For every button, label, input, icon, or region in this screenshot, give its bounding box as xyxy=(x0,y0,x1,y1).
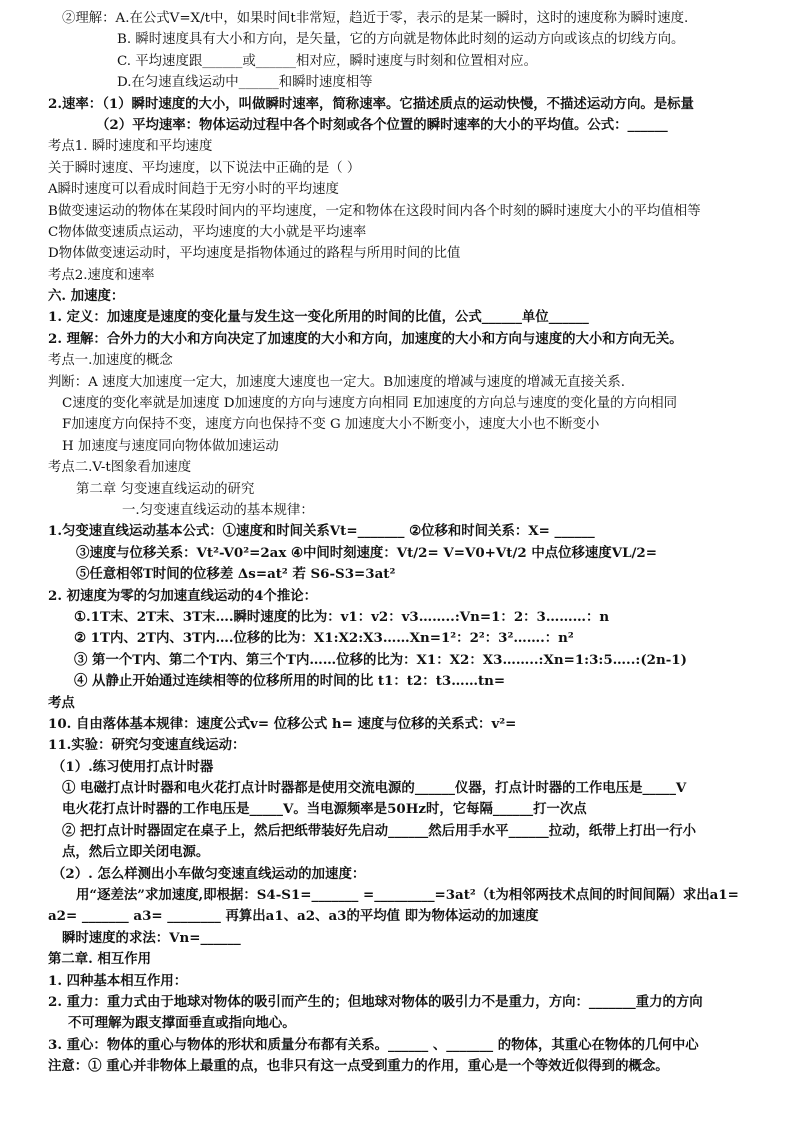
document-page xyxy=(0,8,794,1078)
text-line: 10. 自由落体基本规律：速度公式v= 位移公式 h= 速度与位移的关系式：v²= xyxy=(48,715,517,732)
text-line: 2. 理解：合外力的大小和方向决定了加速度的大小和方向，加速度的大小和方向与速度的大小和方向无关。 xyxy=(48,330,683,347)
text-line: 用“逐差法”求加速度,即根据：S4-S1=_______ =_________=3at²（t为相邻两技术点间的时间间隔）求出a1= xyxy=(76,887,739,904)
text-line: ③速度与位移关系：Vt²-V0²=2ax ④中间时刻速度：Vt/2= V=V0+Vt/2 中点位移速度VL/2= xyxy=(76,544,657,561)
text-line: 2. 重力：重力式由于地球对物体的吸引而产生的；但地球对物体的吸引力不是重力，方向：_______重力的方向 xyxy=(48,993,703,1010)
text-line: 1. 四种基本相互作用： xyxy=(48,972,188,989)
text-line: 1.匀变速直线运动基本公式：①速度和时间关系Vt=_______ ②位移和时间关系：X= ______ xyxy=(48,523,595,540)
text-line: 瞬时速度的求法：Vn=______ xyxy=(62,929,241,946)
text-line: C速度的变化率就是加速度 D加速度的方向与速度方向相同 E加速度的方向总与速度的变化量的方向相同 xyxy=(62,396,678,412)
text-line: ②理解：A.在公式V=X/t中，如果时间t非常短，趋近于零，表示的是某一瞬时，这时的速度称为瞬时速度. xyxy=(62,11,689,26)
text-line: 考点1. 瞬时速度和平均速度 xyxy=(48,139,213,155)
text-line: a2= _______ a3= ________ 再算出a1、a2、a3的平均值 即为物体运动的加速度 xyxy=(48,908,539,925)
text-line: B做变速运动的物体在某段时间内的平均速度，一定和物体在这段时间内各个时刻的瞬时速度大小的平均值相等 xyxy=(48,203,701,219)
text-line: ② 1T内、2T内、3T内….位移的比为：X1:X2:X3……Xn=1²：2²：3²…….：n² xyxy=(74,630,574,647)
text-line: C. 平均速度跟______或______相对应，瞬时速度与时刻和位置相对应。 xyxy=(117,53,537,69)
text-line: （1）.练习使用打点计时器 xyxy=(52,758,214,775)
text-line: ① 电磁打点计时器和电火花打点计时器都是使用交流电源的______仪器，打点计时器的工作电压是_____V xyxy=(62,780,687,797)
text-line: 考点一.加速度的概念 xyxy=(48,353,173,369)
text-line: 第二章. 相互作用 xyxy=(48,951,152,968)
text-line: C物体做变速质点运动，平均速度的大小就是平均速率 xyxy=(48,224,367,240)
text-line: 考点 xyxy=(48,694,75,711)
text-line: 3. 重心：物体的重心与物体的形状和质量分布都有关系。______ 、_______ 的物体，其重心在物体的几何中心 xyxy=(48,1036,699,1053)
text-line: 11.实验：研究匀变速直线运动： xyxy=(48,737,246,754)
text-line: F加速度方向保持不变，速度方向也保持不变 G 加速度大小不断变小，速度大小也不断变小 xyxy=(62,417,600,433)
text-line: 2. 初速度为零的匀加速直线运动的4个推论： xyxy=(48,587,317,604)
text-line: 不可理解为跟支撑面垂直或指向地心。 xyxy=(68,1015,296,1032)
text-line: H 加速度与速度同向物体做加速运动 xyxy=(62,438,279,454)
text-line: 第二章 匀变速直线运动的研究 xyxy=(76,481,255,497)
text-line: ② 把打点计时器固定在桌子上，然后把纸带装好先启动______然后用手水平______拉动，纸带上打出一行小 xyxy=(62,822,697,839)
text-line: 六. 加速度： xyxy=(48,288,125,305)
text-line: （2）. 怎么样测出小车做匀变速直线运动的加速度： xyxy=(52,865,366,882)
text-line: （2）平均速率：物体运动过程中各个时刻或各个位置的瞬时速率的大小的平均值。公式：______ xyxy=(96,116,668,133)
text-line: 注意：① 重心并非物体上最重的点，也非只有这一点受到重力的作用，重心是一个等效近似得到的概念。 xyxy=(48,1058,669,1075)
text-line: 关于瞬时速度、平均速度，以下说法中正确的是（ ） xyxy=(48,160,361,176)
text-line: 一.匀变速直线运动的基本规律： xyxy=(122,502,314,518)
text-line: 2.速率：（1）瞬时速度的大小，叫做瞬时速率，简称速率。它描述质点的运动快慢，不描述运动方向。是标量 xyxy=(48,95,694,112)
text-line: B. 瞬时速度具有大小和方向，是矢量，它的方向就是物体此时刻的运动方向或该点的切线方向。 xyxy=(117,32,685,48)
text-line: 考点2.速度和速率 xyxy=(48,267,155,283)
text-line: D物体做变速运动时，平均速度是指物体通过的路程与所用时间的比值 xyxy=(48,246,461,262)
text-line: 电火花打点计时器的工作电压是_____V。当电源频率是50Hz时，它每隔______打一次点 xyxy=(62,801,587,818)
text-line: ④ 从静止开始通过连续相等的位移所用的时间的比 t1：t2：t3……tn= xyxy=(74,673,506,690)
text-line: ⑤任意相邻T时间的位移差 Δs=at² 若 S6-S3=3at² xyxy=(76,566,396,583)
text-line: 判断：A 速度大加速度一定大，加速度大速度也一定大。B加速度的增减与速度的增减无直接关系. xyxy=(48,374,626,390)
text-line: 点，然后立即关闭电源。 xyxy=(62,844,210,861)
text-line: ③ 第一个T内、第二个T内、第三个T内……位移的比为：X1：X2：X3……..:Xn=1:3:5…..:(2n-1) xyxy=(74,651,687,668)
text-line: A瞬时速度可以看成时间趋于无穷小时的平均速度 xyxy=(48,182,339,198)
text-line: 1. 定义：加速度是速度的变化量与发生这一变化所用的时间的比值，公式______单位______ xyxy=(48,309,589,326)
text-line: ①.1T末、2T末、3T末….瞬时速度的比为：v1：v2：v3……..:Vn=1：2：3………：n xyxy=(74,608,610,625)
text-line: D.在匀速直线运动中______和瞬时速度相等 xyxy=(117,75,373,91)
text-line: 考点二.V-t图象看加速度 xyxy=(48,460,192,476)
